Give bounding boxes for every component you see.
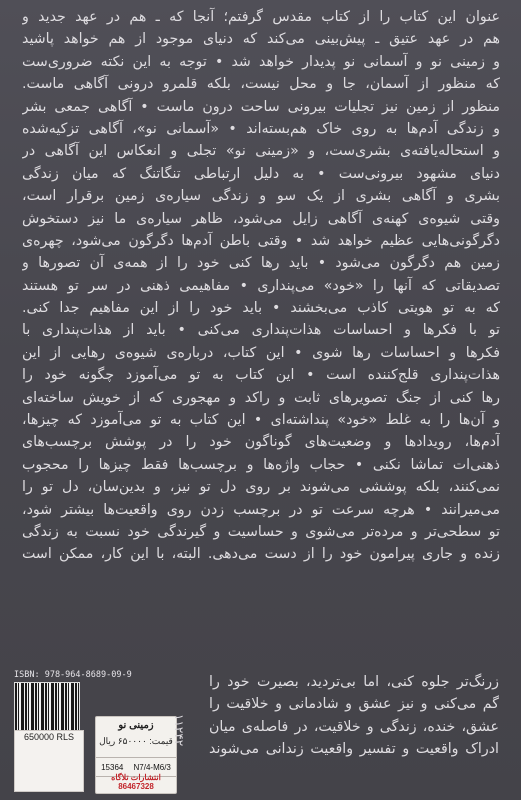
text-line: رها کنی از جنگ تصویرهای ثابت و راکد و مهجوری که از خویش ساخته‌ای bbox=[22, 389, 500, 406]
spine-mark: ۱۱۲۴۲ bbox=[172, 713, 186, 747]
store-stamp bbox=[96, 773, 176, 791]
text-line: ذهنی‌ات تماشا نکنی • حجاب واژه‌ها و برچسب‌ها فقط چیزها را محجوب bbox=[22, 456, 500, 473]
text-line: هذات‌پنداری قلج‌کننده است • این کتاب به تو می‌آموزد چگونه خود را bbox=[22, 367, 500, 384]
text-line: عنوان این کتاب را از کتاب مقدس گرفتم؛ آنجا که ـ هم در عهد جدید و bbox=[22, 9, 500, 25]
text-line: زمین هم دگرگون می‌شود • باید رها کنی خود را از همه‌ی آن تصورها و bbox=[22, 255, 500, 272]
text-line: تو با فکرها و احساسات هذات‌پنداری می‌کنی • باید از هذات‌پنداری با bbox=[22, 322, 500, 339]
text-line: هم در عهد عتیق ـ پیش‌بینی می‌کند که دنیای موجود از هم خواهد پاشید bbox=[22, 31, 500, 48]
barcode-number: 86467328 bbox=[118, 782, 154, 791]
isbn-text: ISBN: 978-964-8689-09-9 bbox=[14, 670, 132, 680]
code-left: 15364 bbox=[101, 762, 124, 772]
text-line: زرنگ‌تر جلوه کنی، اما بی‌تردید، بصیرت خود را bbox=[209, 674, 499, 690]
text-line: آدم‌ها، رویدادها و وضعیت‌های گوناگون خود را در پوشش برچسب‌های bbox=[22, 434, 500, 451]
text-line: فکرها و احساسات رها شوی • این کتاب، درباره‌ی شیوه‌ی رهایی از این bbox=[22, 344, 500, 361]
price-label bbox=[14, 730, 84, 792]
text-line: و زندگی آدم‌ها به روی خاک هم‌بسته‌اند • «آسمانی نو»، آگاهی تزکیه‌شده bbox=[22, 120, 500, 137]
text-line: تصدیقاتی که آنها را «خود» می‌پنداری • مفاهیمی ذهنی در سر تو هستند bbox=[22, 277, 500, 294]
text-line: ادراک واقعیت و تفسیر واقعیت زندانی می‌شوند bbox=[209, 741, 499, 758]
text-line: و استحاله‌یافته‌ی بشری‌ست، و «زمینی نو» تجلی و انعکاس این آگاهی در bbox=[22, 143, 500, 160]
text-line: دگرگونی‌هایی عظیم خواهد شد • وقتی باطن آدم‌ها دگرگون می‌شود، چهره‌ی bbox=[22, 232, 500, 249]
text-line: دنیای مشهود بیرونی‌ست • به دلیل ارتباطی تنگاتنگ که میان زندگی bbox=[22, 165, 500, 182]
text-line: وقتی شیوه‌ی کهنه‌ی آگاهی زایل می‌شود، ظاهر سیاره‌ی ما نیز دستخوش bbox=[22, 210, 500, 227]
price-top-text: 650000 RLS bbox=[23, 732, 75, 742]
text-line: نمی‌کنند، بلکه پوششی می‌شوند بر روی دل تو نیز، و بدین‌سان، دل تو را bbox=[22, 479, 500, 496]
text-line: عشق، خنده، زندگی و خلاقیت، در فاصله‌ی میان bbox=[209, 718, 499, 735]
text-line: بشری و آگاهی بشری از یک سو و زندگی سیاره‌ی زمین برقرار است، bbox=[22, 188, 500, 205]
price-amount: قیمت: ۶۵۰۰۰۰ ریال bbox=[99, 736, 173, 746]
code-right: N7/4-M6/3 bbox=[133, 762, 171, 772]
price-sticker bbox=[95, 716, 177, 794]
text-line: می‌میرانند • هرچه سرعت تو در برچسب زدن روی واقعیت‌ها بیشتر شود، bbox=[22, 501, 500, 518]
text-line: و آن‌ها را به غلط «خود» پنداشته‌ای • این کتاب به تو می‌آموزد که چیزها، bbox=[22, 412, 500, 429]
price-title: زمینی نو bbox=[118, 720, 154, 731]
text-line: گم می‌کنی و نیز عشق و شادمانی و خلاقیت را bbox=[209, 696, 499, 713]
text-line: که منظور از آسمان، جا و محل نیست، بلکه قلمرو درونی آگاهی ماست. bbox=[22, 76, 500, 93]
barcode bbox=[14, 682, 80, 732]
text-line: و زمینی نو و آسمانی نو پدیدار خواهد شد • توجه به این نکته ضروری‌ست bbox=[22, 53, 500, 70]
text-line: منظور از زمین نیز تجلیات بیرونی ساحت درون ماست • آگاهی جمعی بشر bbox=[22, 98, 500, 115]
back-cover-blurb bbox=[22, 6, 500, 566]
text-line: زنده و جاری پیرامون خود را از دست می‌دهی. البته، با این کار، ممکن است bbox=[22, 546, 500, 563]
text-line: تو سطحی‌تر و مرده‌تر می‌شوی و حساسیت و گیرندگی خود نسبت به زندگی bbox=[22, 523, 500, 540]
back-cover-blurb-ending bbox=[209, 671, 499, 761]
store-stamp-text: انتشارات تلاگاه bbox=[111, 773, 161, 782]
text-line: که به تو هویتی کاذب می‌بخشند • باید خود را از این مفاهیم جدا کنی. bbox=[22, 300, 500, 317]
